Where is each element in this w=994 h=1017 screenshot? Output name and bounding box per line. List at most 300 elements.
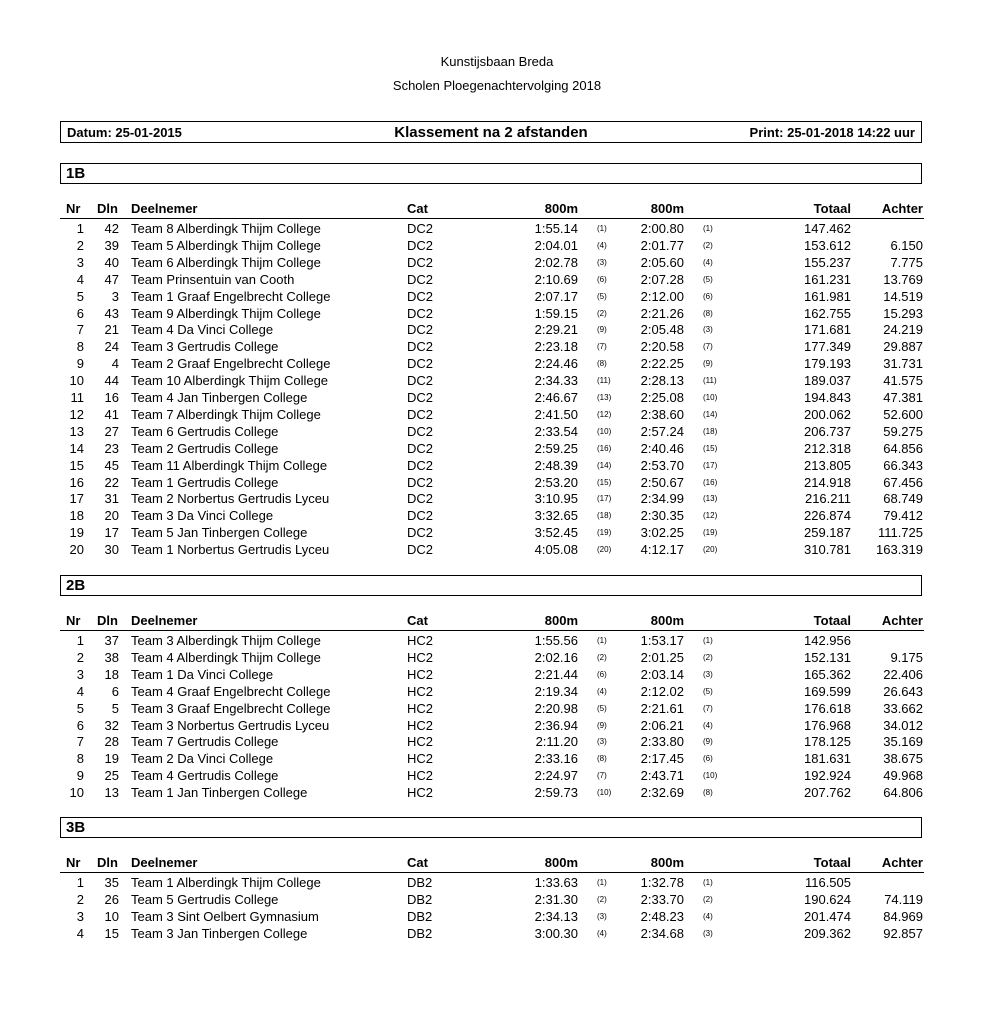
cell-category: DB2 [407, 925, 433, 941]
cell-participant-number: 45 [104, 457, 119, 473]
cell-rank-800m-1: (7) [597, 771, 607, 781]
table-row [60, 475, 924, 492]
cell-time-800m-1: 2:29.21 [534, 322, 578, 338]
cell-rank-800m-1: (3) [597, 737, 607, 747]
cell-category: DC2 [407, 440, 434, 456]
table-row [60, 734, 924, 751]
cell-behind: 111.725 [877, 525, 923, 541]
cell-team-name: Team 3 Alberdingk Thijm College [131, 633, 321, 648]
cell-rank-800m-1: (4) [597, 928, 607, 938]
column-header-time-800m-1: 800m [544, 855, 578, 870]
cell-rank: 7 [76, 734, 84, 750]
table-row [60, 650, 924, 667]
section-title: 3B [66, 819, 86, 836]
cell-team-name: Team 4 Jan Tinbergen College [131, 390, 308, 405]
cell-time-800m-1: 2:34.33 [534, 373, 578, 389]
cell-rank: 5 [76, 288, 84, 304]
cell-time-800m-1: 2:21.44 [534, 666, 578, 682]
cell-category: DC2 [407, 322, 434, 338]
table-row [60, 785, 924, 802]
cell-time-800m-2: 2:57.24 [640, 423, 684, 439]
cell-time-800m-1: 1:33.63 [534, 875, 578, 890]
cell-behind: 35.169 [883, 734, 923, 750]
cell-time-800m-1: 2:36.94 [534, 717, 578, 733]
cell-behind: 9.175 [890, 649, 923, 665]
cell-rank-800m-2: (16) [703, 477, 718, 487]
column-header-total: Totaal [813, 613, 851, 628]
cell-rank: 10 [69, 373, 84, 389]
column-header-rank: Nr [66, 613, 81, 628]
cell-time-800m-1: 2:10.69 [534, 271, 578, 287]
cell-total: 171.681 [804, 322, 851, 338]
cell-time-800m-2: 2:21.61 [640, 700, 684, 716]
cell-time-800m-2: 2:01.77 [640, 237, 684, 253]
table-row [60, 751, 924, 768]
cell-rank-800m-1: (8) [597, 754, 607, 764]
cell-total: 161.981 [804, 288, 851, 304]
table-row [60, 875, 924, 892]
cell-behind: 67.456 [883, 474, 923, 490]
cell-rank-800m-1: (1) [597, 878, 607, 887]
cell-rank-800m-2: (7) [703, 342, 713, 352]
cell-rank-800m-1: (14) [597, 460, 612, 470]
cell-rank-800m-2: (19) [703, 528, 718, 538]
cell-time-800m-2: 2:07.28 [640, 271, 684, 287]
cell-total: 155.237 [804, 254, 851, 270]
cell-time-800m-1: 2:41.50 [534, 406, 578, 422]
cell-rank-800m-2: (1) [703, 224, 713, 233]
cell-rank: 14 [69, 440, 84, 456]
cell-total: 169.599 [804, 683, 851, 699]
cell-rank-800m-1: (7) [597, 342, 607, 352]
cell-time-800m-1: 2:02.78 [534, 254, 578, 270]
cell-time-800m-2: 2:32.69 [640, 785, 684, 801]
cell-participant-number: 17 [104, 525, 119, 541]
cell-category: DC2 [407, 237, 434, 253]
cell-rank-800m-2: (20) [703, 545, 718, 555]
cell-behind: 74.119 [884, 891, 923, 907]
cell-rank-800m-2: (3) [703, 325, 713, 335]
info-bar [60, 121, 922, 143]
cell-category: HC2 [407, 683, 434, 699]
cell-category: DB2 [407, 908, 433, 924]
cell-total: 165.362 [804, 666, 851, 682]
cell-team-name: Team 1 Da Vinci College [131, 666, 274, 682]
column-header-rank: Nr [66, 201, 81, 216]
section-title: 2B [66, 577, 86, 594]
cell-total: 226.874 [804, 508, 851, 524]
table-row [60, 424, 924, 441]
table-row [60, 238, 924, 255]
cell-time-800m-2: 2:50.67 [640, 474, 684, 490]
cell-time-800m-2: 2:20.58 [640, 339, 684, 355]
cell-rank: 1 [76, 633, 84, 648]
cell-rank-800m-2: (17) [703, 460, 718, 470]
cell-time-800m-1: 1:59.15 [534, 305, 578, 321]
cell-total: 153.612 [804, 237, 851, 253]
cell-team-name: Team 6 Gertrudis College [131, 423, 279, 439]
cell-time-800m-1: 2:59.25 [534, 440, 578, 456]
report-date: Datum: 25-01-2015 [67, 125, 182, 140]
cell-time-800m-2: 2:40.46 [640, 440, 684, 456]
cell-total: 177.349 [804, 339, 851, 355]
table-row [60, 684, 924, 701]
cell-rank-800m-1: (20) [597, 545, 612, 555]
cell-time-800m-1: 2:04.01 [534, 237, 578, 253]
cell-rank: 15 [69, 457, 84, 473]
cell-participant-number: 4 [111, 356, 119, 372]
cell-rank-800m-1: (5) [597, 703, 607, 713]
cell-rank-800m-2: (15) [703, 443, 718, 453]
section-title: 1B [66, 165, 86, 182]
cell-behind: 163.319 [876, 542, 923, 558]
cell-time-800m-1: 2:46.67 [534, 390, 578, 405]
cell-participant-number: 21 [104, 322, 119, 338]
table-row [60, 407, 924, 424]
cell-participant-number: 41 [104, 406, 119, 422]
cell-team-name: Team 3 Da Vinci College [131, 508, 274, 524]
cell-category: DC2 [407, 474, 434, 490]
cell-rank-800m-2: (9) [703, 737, 713, 747]
cell-rank: 2 [76, 891, 84, 907]
cell-category: HC2 [407, 785, 434, 801]
table-row [60, 542, 924, 559]
cell-behind: 41.575 [883, 373, 923, 389]
table-row [60, 441, 924, 458]
cell-category: HC2 [407, 633, 434, 648]
cell-rank: 3 [76, 908, 84, 924]
cell-total: 192.924 [804, 768, 851, 784]
cell-rank: 2 [76, 237, 84, 253]
cell-behind: 6.150 [890, 237, 923, 253]
cell-behind: 64.856 [883, 440, 923, 456]
cell-time-800m-1: 2:19.34 [534, 683, 578, 699]
column-header-row [60, 201, 924, 219]
cell-total: 200.062 [804, 406, 851, 422]
cell-total: 116.505 [804, 875, 851, 890]
cell-category: DC2 [407, 271, 434, 287]
cell-team-name: Team 2 Norbertus Gertrudis Lyceu [131, 491, 330, 507]
section-title-box [60, 163, 922, 184]
cell-rank: 8 [76, 339, 84, 355]
cell-behind: 29.887 [883, 339, 923, 355]
table-row [60, 508, 924, 525]
cell-total: 152.131 [804, 649, 851, 665]
cell-time-800m-2: 2:05.60 [640, 254, 684, 270]
cell-rank-800m-1: (8) [597, 359, 607, 369]
table-row [60, 356, 924, 373]
cell-team-name: Team 5 Alberdingk Thijm College [131, 237, 321, 253]
cell-time-800m-2: 2:53.70 [640, 457, 684, 473]
cell-total: 209.362 [804, 925, 851, 941]
cell-rank-800m-1: (10) [597, 788, 612, 798]
cell-participant-number: 6 [111, 683, 119, 699]
cell-time-800m-2: 2:12.02 [640, 683, 684, 699]
table-row [60, 892, 924, 909]
cell-time-800m-2: 2:43.71 [640, 768, 684, 784]
cell-team-name: Team 10 Alberdingk Thijm College [131, 373, 329, 389]
cell-time-800m-1: 2:59.73 [534, 785, 578, 801]
cell-participant-number: 44 [104, 373, 119, 389]
table-row [60, 322, 924, 339]
cell-team-name: Team 4 Graaf Engelbrecht College [131, 683, 331, 699]
cell-behind: 68.749 [883, 491, 923, 507]
cell-participant-number: 30 [104, 542, 119, 558]
column-header-row [60, 613, 924, 631]
cell-category: DC2 [407, 373, 434, 389]
cell-rank: 1 [76, 875, 84, 890]
cell-category: DC2 [407, 406, 434, 422]
cell-total: 179.193 [804, 356, 851, 372]
cell-rank-800m-1: (15) [597, 477, 612, 487]
column-header-total: Totaal [813, 855, 851, 870]
cell-time-800m-2: 2:22.25 [640, 356, 684, 372]
cell-rank-800m-1: (4) [597, 240, 607, 250]
cell-rank: 3 [76, 254, 84, 270]
cell-category: HC2 [407, 751, 434, 767]
cell-total: 142.956 [804, 633, 851, 648]
cell-time-800m-1: 2:34.13 [534, 908, 578, 924]
cell-rank-800m-2: (12) [703, 511, 718, 521]
cell-team-name: Team 3 Sint Oelbert Gymnasium [131, 908, 319, 924]
cell-rank-800m-1: (9) [597, 720, 607, 730]
cell-time-800m-2: 3:02.25 [640, 525, 684, 541]
cell-rank-800m-1: (13) [597, 393, 612, 402]
table-row [60, 768, 924, 785]
cell-total: 213.805 [804, 457, 851, 473]
cell-category: DC2 [407, 305, 434, 321]
cell-rank-800m-1: (11) [597, 376, 611, 386]
column-header-time-800m-1: 800m [544, 201, 578, 216]
section-title-box [60, 575, 922, 596]
cell-team-name: Team 1 Gertrudis College [131, 474, 279, 490]
cell-rank-800m-2: (5) [703, 686, 713, 696]
cell-time-800m-1: 2:53.20 [534, 474, 578, 490]
cell-behind: 59.275 [883, 423, 923, 439]
cell-rank: 3 [76, 666, 84, 682]
column-header-category: Cat [407, 613, 428, 628]
cell-total: 189.037 [804, 373, 851, 389]
table-row [60, 289, 924, 306]
cell-team-name: Team 2 Gertrudis College [131, 440, 279, 456]
cell-team-name: Team 2 Graaf Engelbrecht College [131, 356, 331, 372]
cell-rank-800m-1: (6) [597, 669, 607, 679]
cell-team-name: Team 7 Alberdingk Thijm College [131, 406, 321, 422]
cell-behind: 66.343 [883, 457, 923, 473]
cell-rank: 11 [70, 390, 84, 405]
table-row [60, 909, 924, 926]
cell-time-800m-2: 2:25.08 [640, 390, 684, 405]
cell-rank: 7 [76, 322, 84, 338]
cell-behind: 92.857 [883, 925, 923, 941]
cell-team-name: Team 4 Da Vinci College [131, 322, 274, 338]
cell-time-800m-1: 3:32.65 [534, 508, 578, 524]
cell-time-800m-1: 2:24.97 [534, 768, 578, 784]
event-title: Scholen Ploegenachtervolging 2018 [392, 78, 602, 93]
cell-time-800m-2: 2:33.70 [640, 891, 684, 907]
cell-time-800m-1: 2:23.18 [534, 339, 578, 355]
table-row [60, 458, 924, 475]
cell-rank: 6 [76, 305, 84, 321]
cell-participant-number: 19 [104, 751, 119, 767]
cell-participant-number: 37 [104, 633, 119, 648]
table-row [60, 926, 924, 943]
cell-behind: 22.406 [883, 666, 923, 682]
cell-participant-number: 25 [104, 768, 119, 784]
cell-rank-800m-2: (4) [703, 257, 713, 267]
cell-rank: 18 [69, 508, 84, 524]
cell-category: DB2 [407, 891, 433, 907]
cell-behind: 38.675 [883, 751, 923, 767]
cell-rank-800m-2: (1) [703, 878, 713, 887]
cell-rank-800m-1: (18) [597, 511, 612, 521]
cell-rank-800m-2: (13) [703, 494, 718, 504]
table-row [60, 491, 924, 508]
cell-participant-number: 10 [104, 908, 119, 924]
cell-behind: 26.643 [883, 683, 923, 699]
table-row [60, 272, 924, 289]
cell-total: 310.781 [804, 542, 851, 558]
cell-team-name: Team 7 Gertrudis College [131, 734, 279, 750]
cell-team-name: Team 9 Alberdingk Thijm College [131, 305, 321, 321]
cell-team-name: Team 8 Alberdingk Thijm College [131, 221, 321, 236]
cell-total: 206.737 [804, 423, 851, 439]
cell-behind: 84.969 [883, 908, 923, 924]
cell-participant-number: 32 [104, 717, 119, 733]
cell-time-800m-2: 2:34.68 [640, 925, 684, 941]
cell-participant-number: 28 [104, 734, 119, 750]
cell-category: DC2 [407, 339, 434, 355]
cell-time-800m-2: 2:05.48 [640, 322, 684, 338]
cell-time-800m-1: 2:33.16 [534, 751, 578, 767]
cell-team-name: Team 3 Graaf Engelbrecht College [131, 700, 331, 716]
section-title-box [60, 817, 922, 838]
cell-team-name: Team 6 Alberdingk Thijm College [131, 254, 321, 270]
table-row [60, 221, 924, 238]
cell-rank-800m-1: (5) [597, 291, 607, 301]
cell-time-800m-1: 2:33.54 [534, 423, 578, 439]
cell-rank-800m-1: (2) [597, 894, 607, 904]
cell-team-name: Team 1 Graaf Engelbrecht College [131, 288, 331, 304]
cell-total: 201.474 [804, 908, 851, 924]
cell-category: HC2 [407, 717, 434, 733]
cell-time-800m-2: 2:12.00 [640, 288, 684, 304]
column-header-behind: Achter [881, 855, 923, 870]
cell-participant-number: 15 [104, 925, 119, 941]
cell-participant-number: 43 [104, 305, 119, 321]
cell-behind: 31.731 [883, 356, 923, 372]
column-header-row [60, 855, 924, 873]
table-row [60, 525, 924, 542]
cell-total: 178.125 [804, 734, 851, 750]
cell-rank-800m-1: (2) [597, 308, 607, 318]
cell-behind: 79.412 [883, 508, 923, 524]
cell-team-name: Team 4 Gertrudis College [131, 768, 279, 784]
cell-total: 216.211 [804, 491, 851, 507]
header-divider [60, 218, 924, 219]
header-divider [60, 630, 924, 631]
table-row [60, 373, 924, 390]
column-header-time-800m-2: 800m [650, 855, 684, 870]
cell-category: HC2 [407, 768, 434, 784]
cell-behind: 13.769 [883, 271, 923, 287]
cell-rank-800m-1: (9) [597, 325, 607, 335]
table-row [60, 390, 924, 407]
cell-category: DC2 [407, 390, 434, 405]
cell-total: 176.618 [804, 700, 851, 716]
cell-time-800m-2: 2:17.45 [640, 751, 684, 767]
column-header-participant-number: Dln [97, 855, 118, 870]
cell-team-name: Team Prinsentuin van Cooth [131, 271, 295, 287]
cell-time-800m-2: 2:34.99 [640, 491, 684, 507]
cell-team-name: Team 5 Gertrudis College [131, 891, 279, 907]
cell-rank-800m-2: (10) [703, 771, 718, 781]
column-header-total: Totaal [813, 201, 851, 216]
cell-rank-800m-1: (1) [597, 636, 607, 645]
cell-team-name: Team 3 Gertrudis College [131, 339, 279, 355]
cell-team-name: Team 1 Norbertus Gertrudis Lyceu [131, 542, 330, 558]
cell-participant-number: 23 [104, 440, 119, 456]
cell-rank-800m-1: (19) [597, 528, 612, 538]
cell-participant-number: 5 [111, 700, 119, 716]
cell-participant-number: 35 [104, 875, 119, 890]
cell-time-800m-1: 3:10.95 [534, 491, 578, 507]
cell-rank-800m-1: (12) [597, 409, 612, 419]
cell-time-800m-2: 2:30.35 [640, 508, 684, 524]
cell-participant-number: 13 [104, 785, 119, 801]
cell-category: HC2 [407, 734, 434, 750]
cell-behind: 15.293 [883, 305, 923, 321]
column-header-category: Cat [407, 855, 428, 870]
cell-total: 259.187 [804, 525, 851, 541]
cell-behind: 33.662 [883, 700, 923, 716]
cell-participant-number: 20 [104, 508, 119, 524]
cell-total: 176.968 [804, 717, 851, 733]
cell-team-name: Team 4 Alberdingk Thijm College [131, 649, 321, 665]
table-row [60, 633, 924, 650]
cell-rank-800m-2: (6) [703, 754, 713, 764]
cell-rank-800m-2: (3) [703, 928, 713, 938]
cell-participant-number: 38 [104, 649, 119, 665]
cell-rank: 20 [69, 542, 84, 558]
cell-total: 194.843 [804, 390, 851, 405]
cell-behind: 14.519 [883, 288, 923, 304]
cell-rank: 4 [76, 925, 84, 941]
cell-team-name: Team 2 Da Vinci College [131, 751, 274, 767]
cell-participant-number: 3 [111, 288, 119, 304]
cell-participant-number: 22 [104, 474, 119, 490]
cell-total: 162.755 [804, 305, 851, 321]
cell-time-800m-2: 1:32.78 [640, 875, 684, 890]
column-header-time-800m-2: 800m [650, 613, 684, 628]
cell-time-800m-2: 2:33.80 [640, 734, 684, 750]
cell-category: DC2 [407, 508, 434, 524]
table-row [60, 718, 924, 735]
cell-behind: 64.806 [883, 785, 923, 801]
cell-rank: 17 [69, 491, 84, 507]
cell-time-800m-2: 2:06.21 [640, 717, 684, 733]
cell-behind: 49.968 [883, 768, 923, 784]
column-header-behind: Achter [881, 613, 923, 628]
cell-rank: 13 [69, 423, 84, 439]
cell-rank-800m-2: (4) [703, 911, 713, 921]
cell-rank-800m-1: (1) [597, 224, 607, 233]
cell-rank-800m-1: (16) [597, 443, 612, 453]
cell-rank: 12 [69, 406, 84, 422]
cell-time-800m-1: 3:00.30 [534, 925, 578, 941]
cell-rank: 4 [76, 683, 84, 699]
cell-time-800m-2: 2:01.25 [640, 649, 684, 665]
